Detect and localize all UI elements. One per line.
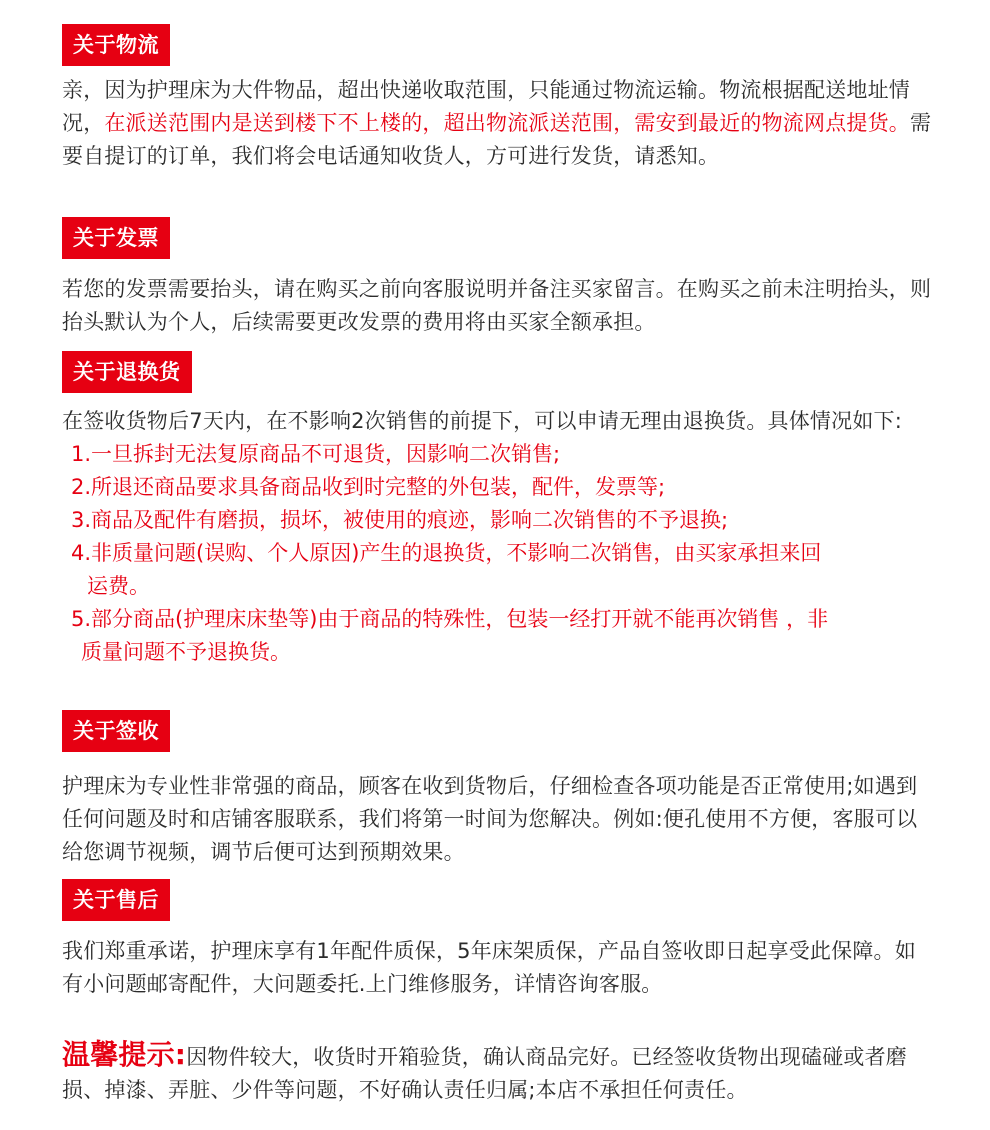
returns-item-continued: 运费。 xyxy=(87,574,150,598)
returns-item-continued: 质量问题不予退换货。 xyxy=(81,640,291,664)
returns-item: 2.所退还商品要求具备商品收到时完整的外包装，配件，发票等; xyxy=(71,475,666,499)
returns-list xyxy=(62,438,932,669)
logistics-section xyxy=(62,24,932,173)
receipt-title: 关于签收 xyxy=(62,710,170,752)
receipt-section xyxy=(62,710,932,869)
invoice-title: 关于发票 xyxy=(62,217,170,259)
aftersales-section xyxy=(62,879,932,1001)
logistics-text-2: 需要自提订的订单，我们将会电话通知收货人，方可进行发货，请悉知。 xyxy=(62,111,932,168)
receipt-text: 护理床为专业性非常强的商品，顾客在收到货物后，仔细检查各项功能是否正常使用;如遇到任何问题及时和店铺客服联系，我们将第一时间为您解决。例如:便孔使用不方便，客服可以给您调节视频，调节后便可达到预期效果。 xyxy=(62,774,918,864)
logistics-text xyxy=(62,74,932,173)
tip-section xyxy=(62,1038,932,1107)
logistics-text-highlight: 在派送范围内是送到楼下不上楼的，超出物流派送范围，需安到最近的物流网点提货。 xyxy=(104,111,911,135)
returns-intro: 在签收货物后7天内，在不影响2次销售的前提下，可以申请无理由退换货。具体情况如下: xyxy=(62,409,902,433)
invoice-text: 若您的发票需要抬头，请在购买之前向客服说明并备注买家留言。在购买之前未注明抬头，则抬头默认为个人，后续需要更改发票的费用将由买家全额承担。 xyxy=(62,277,932,334)
tip-title: 温馨提示: xyxy=(62,1038,187,1071)
invoice-section xyxy=(62,217,932,339)
returns-title: 关于退换货 xyxy=(62,351,192,393)
returns-item: 5.部分商品(护理床床垫等)由于商品的特殊性，包装一经打开就不能再次销售 ，非 xyxy=(71,607,829,631)
returns-section xyxy=(62,351,932,669)
aftersales-title: 关于售后 xyxy=(62,879,170,921)
logistics-title: 关于物流 xyxy=(62,24,170,66)
returns-item: 4.非质量问题(误购、个人原因)产生的退换货，不影响二次销售，由买家承担来回 xyxy=(71,541,822,565)
returns-item: 1.一旦拆封无法复原商品不可退货，因影响二次销售; xyxy=(71,442,561,466)
tip-text xyxy=(62,1038,932,1107)
aftersales-text: 我们郑重承诺，护理床享有1年配件质保，5年床架质保，产品自签收即日起享受此保障。如有小问题邮寄配件，大问题委托.上门维修服务，详情咨询客服。 xyxy=(62,939,916,996)
tip-body: 因物件较大，收货时开箱验货，确认商品完好。已经签收货物出现磕碰或者磨损、掉漆、弄脏、少件等问题，不好确认责任归属;本店不承担任何责任。 xyxy=(62,1045,907,1102)
returns-item: 3.商品及配件有磨损，损坏，被使用的痕迹，影响二次销售的不予退换; xyxy=(71,508,729,532)
logistics-text-1: 亲，因为护理床为大件物品，超出快递收取范围，只能通过物流运输。物流根据配送地址情况， xyxy=(62,78,910,135)
